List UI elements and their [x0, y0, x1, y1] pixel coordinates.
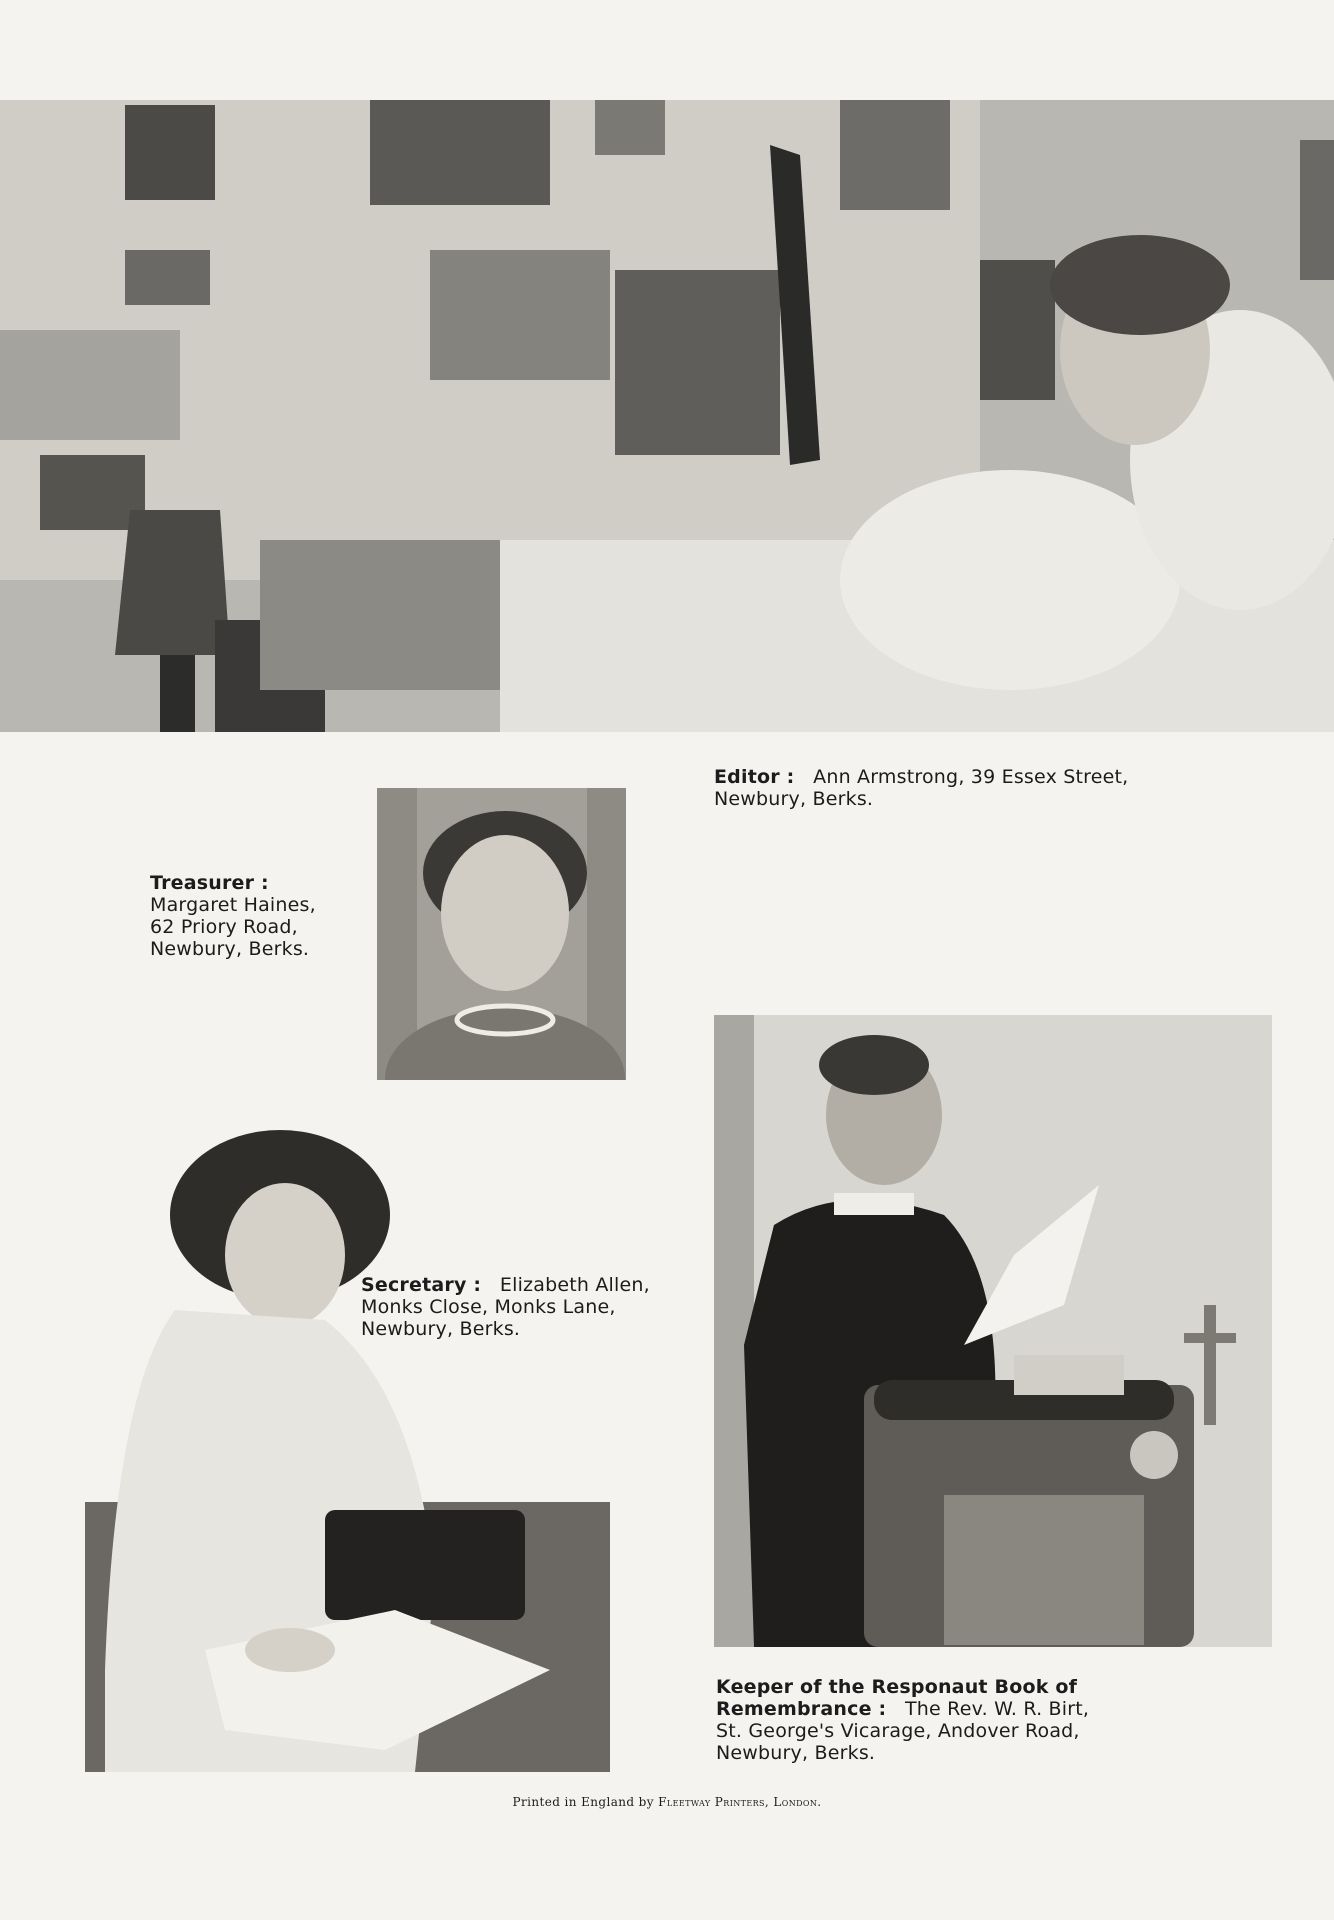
keeper-photo [714, 1015, 1272, 1647]
secretary-town: Newbury, Berks. [361, 1318, 521, 1340]
editor-town: Newbury, Berks. [714, 788, 874, 810]
keeper-name: The Rev. W. R. Birt, [905, 1698, 1090, 1720]
keeper-caption [716, 1676, 1089, 1764]
secretary-name: Elizabeth Allen, [499, 1274, 650, 1296]
printer-credit [0, 1795, 1334, 1809]
editor-name-address: Ann Armstrong, 39 Essex Street, [813, 766, 1129, 788]
treasurer-town: Newbury, Berks. [150, 938, 310, 960]
keeper-address: St. George's Vicarage, Andover Road, [716, 1720, 1080, 1742]
editor-caption [714, 766, 1128, 810]
treasurer-caption [150, 872, 316, 960]
keeper-town: Newbury, Berks. [716, 1742, 876, 1764]
secretary-photo [85, 1110, 610, 1772]
treasurer-photo [377, 788, 626, 1080]
treasurer-name: Margaret Haines, [150, 894, 316, 916]
secretary-address: Monks Close, Monks Lane, [361, 1296, 616, 1318]
keeper-role-cont: Remembrance : [716, 1698, 887, 1720]
secretary-caption [361, 1274, 650, 1340]
treasurer-role: Treasurer : [150, 872, 269, 894]
editor-role: Editor : [714, 766, 795, 788]
printer-credit-prefix: Printed in England by [512, 1795, 654, 1809]
secretary-role: Secretary : [361, 1274, 482, 1296]
editor-photo [0, 100, 1334, 732]
printer-credit-name: Fleetway Printers, London. [658, 1795, 822, 1809]
treasurer-address: 62 Priory Road, [150, 916, 298, 938]
keeper-role: Keeper of the Responaut Book of [716, 1676, 1078, 1698]
